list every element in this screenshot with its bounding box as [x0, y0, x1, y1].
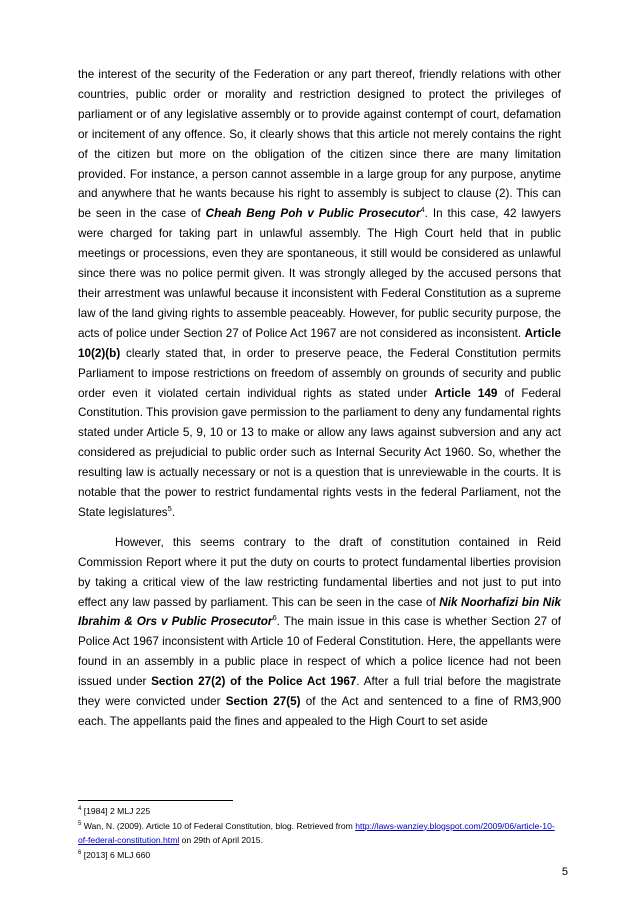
case-citation-cheah-beng-poh: Cheah Beng Poh v Public Prosecutor	[205, 207, 421, 221]
section-27-2: Section 27(2) of the Police Act 1967	[151, 675, 357, 689]
footnotes	[78, 804, 561, 862]
body-text	[78, 65, 561, 732]
footnote-ref-5: 5	[167, 504, 172, 514]
paragraph-2: However, this seems contrary to the draft of constitution contained in Reid Commission Report where it put the duty on courts to protect fundamental liberties provision by taking a critical view of the law restricting fundamental liberties and not just to put into effect any law passed by parliament. This can be seen in the case of Nik Noorhafizi bin Nik Ibrahim & Ors v Public Prosecutor$^6$. The main issue in this case is whether Section 27 of Police Act 1967 inconsistent with Article 10 of Federal Constitution. Here, the appellants were found in an assembly in a public place in respect of which a police licence had not been issued under Section 27(2) of the Police Act 1967. After a full trial before the magistrate they were convicted under Section 27(5) of the Act and sentenced to a fine of RM3,900 each. The appellants paid the fines and appealed to the High Court to set aside	[78, 535, 562, 728]
footnote-ref-6: 6	[272, 613, 277, 623]
footnote-6: $^6$ [2013] 6 MLJ 660	[78, 849, 151, 860]
footnote-ref-4: 4	[420, 205, 425, 215]
section-27-5: Section 27(5)	[225, 695, 301, 709]
footnote-divider	[78, 800, 233, 801]
footnote-5: $^5$ Wan, N. (2009). Article 10 of Federal Constitution, blog. Retrieved from http://laws-wanziey.blogspot.com/2009/06/article-10-of-federal-constitution.html on 29th of April 2015.	[78, 820, 555, 845]
paragraph-1: the interest of the security of the Federation or any part thereof, friendly relations with other countries, public order or morality and restriction designed to protect the privileges of parliament or of any legislative assembly or to provide against contempt of court, defamation or incitement of any offence. So, it clearly shows that this article not merely contains the right of the citizen but more on the obligation of the citizen since there are many limitation provided. For instance, a person cannot assemble in a large group for any purpose, anytime and anywhere that he wants because his right to assembly is subject to clause (2). This can be seen in the case of Cheah Beng Poh v Public Prosecutor$^4$. In this case, 42 lawyers were charged for taking part in unlawful assembly. The High Court held that in public meetings or processions, even they are spontaneous, it still would be considered as unlawful since there was no police permit given. It was strongly alleged by the accused persons that their arrestment was unlawful because it inconsistent with Federal Constitution as a supreme law of the land giving rights to assemble peaceably. However, for public security purpose, the acts of police under Section 27 of Police Act 1967 are not considered as inconsistent. Article 10(2)(b) clearly stated that, in order to preserve peace, the Federal Constitution permits Parliament to impose restrictions on freedom of assembly on grounds of security and public order even it violated certain individual rights as stated under Article 149 of Federal Constitution. This provision gave permission to the parliament to deny any fundamental rights stated under Article 5, 9, 10 or 13 to make or allow any laws against subversion and any act considered as prejudicial to public order such as Internal Security Act 1960. So, whether the resulting law is actually necessary or not is a question that is unreviewable in the courts. It is notable that the power to restrict fundamental rights vests in the federal Parliament, not the State legislatures$^5$.	[78, 68, 561, 519]
case-citation-nik-noorhafizi: Nik Noorhafizi bin Nik Ibrahim & Ors v Public Prosecutor	[78, 595, 561, 629]
footnote-4: $^4$ [1984] 2 MLJ 225	[78, 806, 151, 816]
footnote-5-link[interactable]: http://laws-wanziey.blogspot.com/2009/06/article-10-of-federal-constitution.html	[78, 820, 555, 845]
article-10-2-b: Article 10(2)(b)	[78, 326, 561, 360]
page-number: 5	[561, 866, 568, 878]
article-149: Article 149	[434, 386, 498, 400]
